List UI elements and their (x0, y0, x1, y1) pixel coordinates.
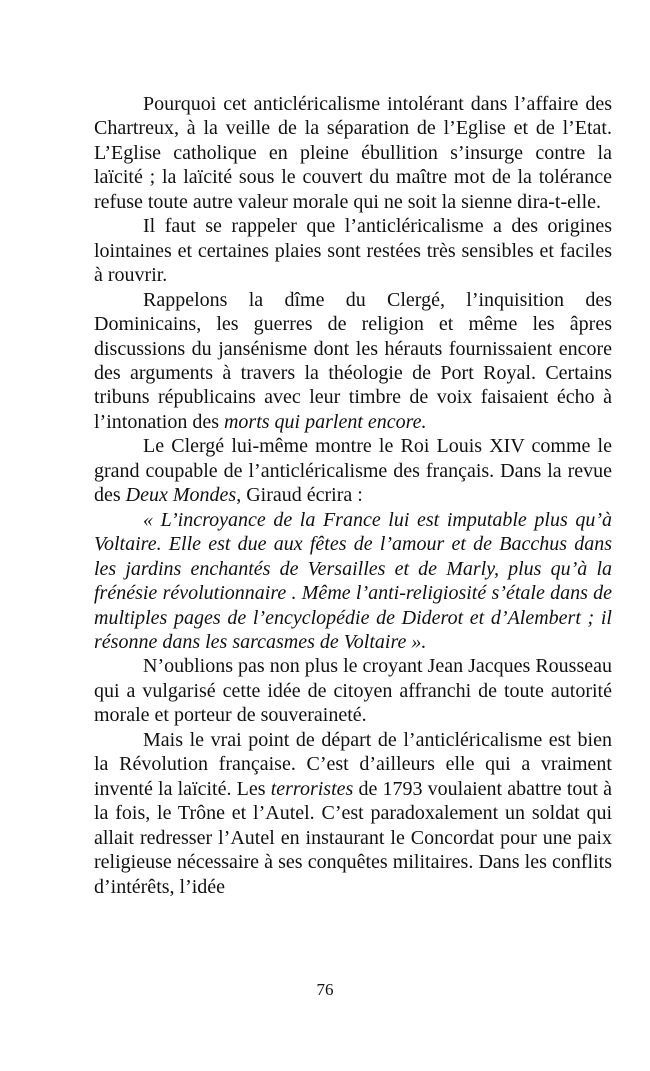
paragraph-6 (94, 654, 612, 727)
paragraph-7 (94, 728, 612, 899)
paragraph-3-text: Rappelons la dîme du Clergé, l’inquisition des Dominicains, les guerres de religion et même les âpres discussions du jansénisme dont les hérauts fournissaient encore des arguments à travers la théologie de Port Royal. Certains tribuns républicains avec leur timbre de voix faisaient écho à l’intonation des (94, 288, 612, 433)
quotation-text: « L’incroyance de la France lui est imputable plus qu’à Voltaire. Elle est due aux fêtes de l’amour et de Bacchus dans les jardins enchantés de Versailles et de Marly, plus qu’à la frénésie révolutionnaire . Même l’anti-religiosité s’étale dans de multiples pages de l’encyclopédie de Diderot et d’Alembert ; il résonne dans les sarcasmes de Voltaire ». (94, 508, 612, 653)
paragraph-3-italic-phrase: morts qui parlent encore. (223, 410, 427, 433)
paragraph-4-italic-title: Deux Mondes (125, 484, 237, 507)
paragraph-7-text-a: Mais le vrai point de départ de l’anticléricalisme est bien la Révolution française. C’est d’ailleurs elle qui a vraiment inventé la laïcité. Les (94, 728, 612, 800)
page-body (94, 92, 612, 899)
paragraph-7-italic-word: terroristes (270, 777, 354, 800)
paragraph-7-text-b: de 1793 voulaient abattre tout à la fois, le Trône et l’Autel. C’est paradoxalement un soldat qui allait redresser l’Autel en instaurant le Concordat pour une paix religieuse nécessaire à ses conquêtes militaires. Dans les conflits d’intérêts, l’idée (94, 777, 612, 898)
paragraph-1 (94, 92, 612, 214)
quotation-paragraph (94, 508, 612, 655)
paragraph-3 (94, 288, 612, 435)
paragraph-2-text: Il faut se rappeler que l’anticléricalisme a des origines lointaines et certaines plaies sont restées très sensibles et faciles à rouvrir. (94, 215, 612, 287)
paragraph-4-text-a: Le Clergé lui-même montre le Roi Louis XIV comme le grand coupable de l’anticléricalisme des français. Dans la revue des (94, 435, 612, 507)
paragraph-4 (94, 434, 612, 507)
paragraph-6-text: N’oublions pas non plus le croyant Jean Jacques Rousseau qui a vulgarisé cette idée de citoyen affranchi de toute autorité morale et porteur de souveraineté. (94, 655, 612, 727)
paragraph-2 (94, 214, 612, 287)
paragraph-1-text: Pourquoi cet anticléricalisme intolérant dans l’affaire des Chartreux, à la veille de la séparation de l’Eglise et de l’Etat. L’Eglise catholique en pleine ébullition s’insurge contre la laïcité ; la laïcité sous le couvert du maître mot de la tolérance refuse toute autre valeur morale qui ne soit la sienne dira-t-elle. (94, 93, 612, 213)
page-number: 76 (316, 980, 334, 999)
paragraph-4-text-b: , Giraud écrira : (236, 484, 363, 507)
